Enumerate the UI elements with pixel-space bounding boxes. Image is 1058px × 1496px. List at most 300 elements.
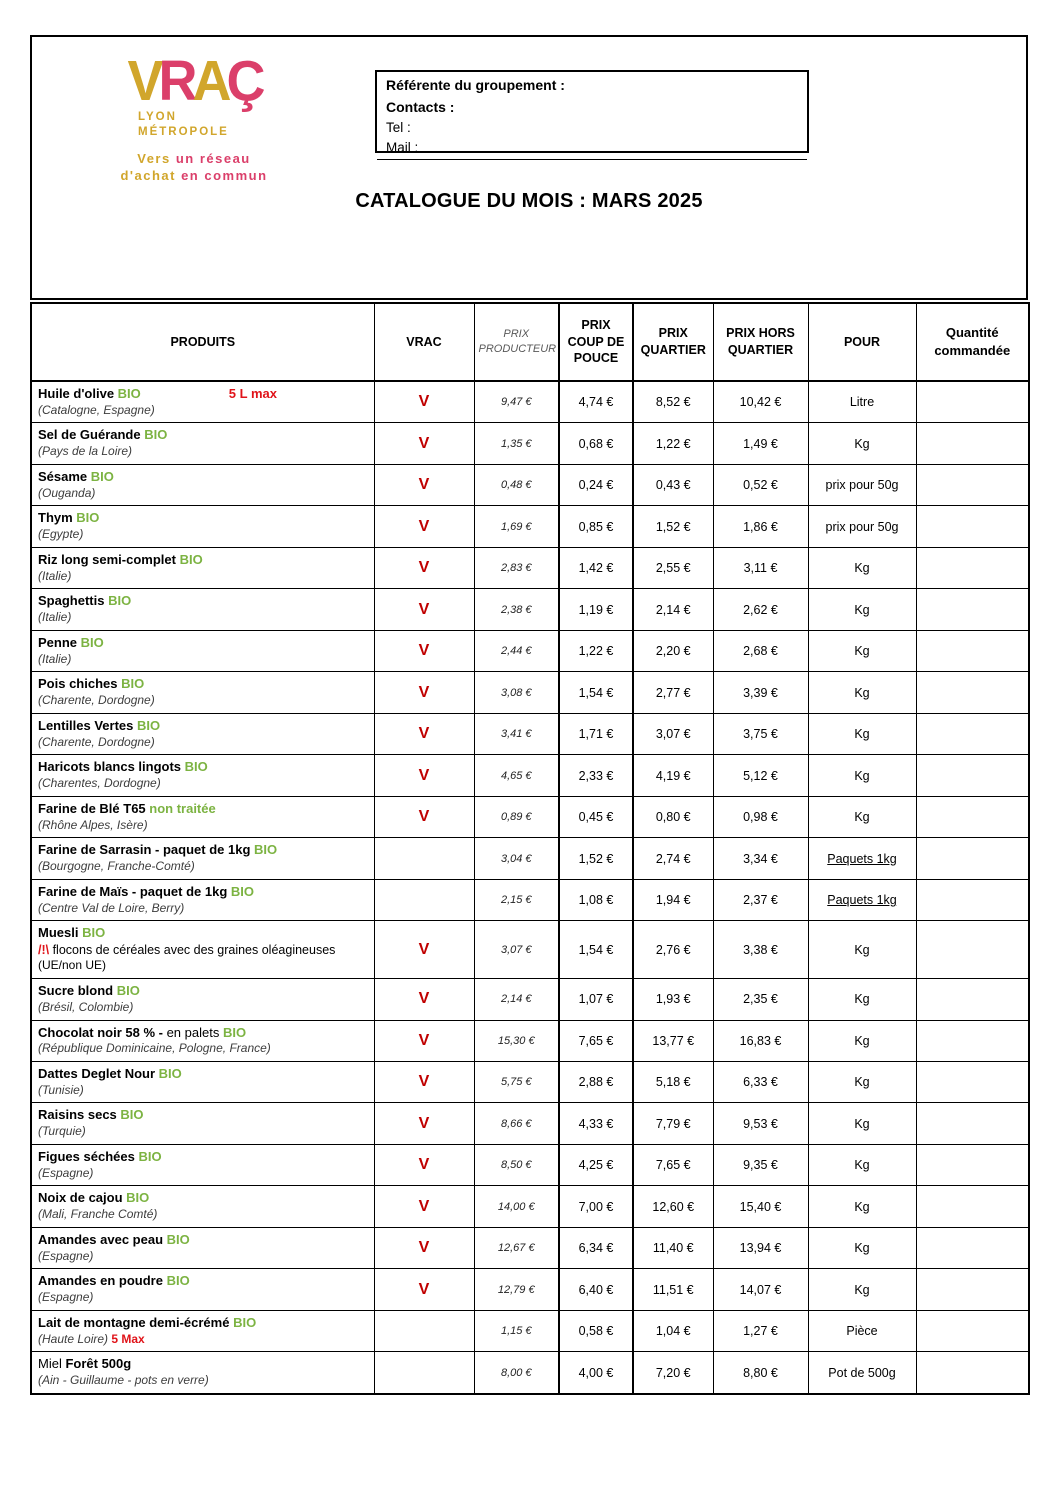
- vrac-check: [374, 1310, 474, 1351]
- quantity-input-cell[interactable]: [916, 1186, 1029, 1227]
- product-cell: [31, 381, 374, 423]
- price-hors-quartier: 8,80 €: [713, 1352, 808, 1394]
- quantity-input-cell[interactable]: [916, 1310, 1029, 1351]
- text-part: BIO: [166, 1231, 190, 1247]
- product-cell: [31, 589, 374, 630]
- vrac-check: V: [374, 921, 474, 979]
- product-cell: [31, 1020, 374, 1061]
- table-row: [31, 755, 1029, 796]
- product-origin: [38, 776, 372, 792]
- price-coup-de-pouce: 1,07 €: [559, 979, 633, 1020]
- unit: Kg: [808, 755, 916, 796]
- text-part: (Charente, Dordogne): [38, 734, 155, 749]
- unit: Kg: [808, 1227, 916, 1268]
- unit: Kg: [808, 630, 916, 671]
- text-part: Sel de Guérande: [38, 427, 145, 443]
- quantity-input-cell[interactable]: [916, 1062, 1029, 1103]
- product-cell: [31, 1310, 374, 1351]
- table-row: [31, 979, 1029, 1020]
- vrac-logo-word: [94, 49, 294, 113]
- quantity-input-cell[interactable]: [916, 506, 1029, 547]
- vrac-check: V: [374, 713, 474, 754]
- product-origin: [38, 1124, 372, 1140]
- price-quartier: 11,40 €: [633, 1227, 713, 1268]
- product-name: [38, 1107, 372, 1124]
- product-origin: [38, 901, 372, 917]
- price-quartier: 2,77 €: [633, 672, 713, 713]
- table-row: [31, 1062, 1029, 1103]
- product-name: [38, 469, 372, 486]
- table-row: [31, 1186, 1029, 1227]
- price-hors-quartier: 6,33 €: [713, 1062, 808, 1103]
- text-part: (Espagne): [38, 1165, 94, 1180]
- product-cell: [31, 755, 374, 796]
- price-quartier: 11,51 €: [633, 1269, 713, 1310]
- text-part: BIO: [184, 759, 208, 775]
- product-name: [38, 718, 372, 735]
- unit: Kg: [808, 979, 916, 1020]
- logo-region-line1: LYON: [138, 110, 177, 123]
- price-producteur: 15,30 €: [474, 1020, 559, 1061]
- price-producteur: 2,38 €: [474, 589, 559, 630]
- price-quartier: 1,93 €: [633, 979, 713, 1020]
- quantity-input-cell[interactable]: [916, 1103, 1029, 1144]
- product-cell: [31, 464, 374, 505]
- logo-letter: R: [158, 49, 193, 113]
- quantity-input-cell[interactable]: [916, 921, 1029, 979]
- price-quartier: 1,52 €: [633, 506, 713, 547]
- text-part: 5 L max: [228, 386, 277, 401]
- product-origin: [38, 444, 372, 460]
- product-name: [38, 427, 372, 444]
- text-part: /!\: [38, 943, 50, 958]
- quantity-input-cell[interactable]: [916, 630, 1029, 671]
- price-quartier: 0,43 €: [633, 464, 713, 505]
- product-name: [38, 1232, 372, 1249]
- price-quartier: 2,55 €: [633, 547, 713, 588]
- unit: Kg: [808, 1269, 916, 1310]
- quantity-input-cell[interactable]: [916, 796, 1029, 837]
- text-part: Noix de cajou: [38, 1190, 127, 1206]
- price-hors-quartier: 2,37 €: [713, 879, 808, 920]
- price-quartier: 12,60 €: [633, 1186, 713, 1227]
- unit: Kg: [808, 589, 916, 630]
- product-name: [38, 1025, 372, 1042]
- product-cell: [31, 979, 374, 1020]
- mail-label: Mail :: [377, 138, 807, 160]
- product-name: [38, 1149, 372, 1166]
- product-origin: [38, 1332, 372, 1348]
- vrac-check: V: [374, 1062, 474, 1103]
- price-coup-de-pouce: 7,00 €: [559, 1186, 633, 1227]
- price-quartier: 1,22 €: [633, 423, 713, 464]
- unit: Kg: [808, 1062, 916, 1103]
- text-part: (Catalogne, Espagne): [38, 402, 155, 417]
- header-section: [30, 35, 1028, 300]
- table-row: [31, 464, 1029, 505]
- text-part: BIO: [126, 1190, 150, 1206]
- product-cell: [31, 1103, 374, 1144]
- product-name: [38, 759, 372, 776]
- text-part: (Haute Loire): [38, 1331, 112, 1346]
- price-producteur: 9,47 €: [474, 381, 559, 423]
- price-coup-de-pouce: 2,33 €: [559, 755, 633, 796]
- price-quartier: 1,04 €: [633, 1310, 713, 1351]
- price-producteur: 1,15 €: [474, 1310, 559, 1351]
- product-name: [38, 925, 372, 942]
- text-part: (Espagne): [38, 1290, 94, 1305]
- vrac-check: V: [374, 796, 474, 837]
- price-coup-de-pouce: 1,08 €: [559, 879, 633, 920]
- text-part: BIO: [116, 983, 140, 999]
- text-part: Farine de Maïs - paquet de 1kg: [38, 883, 231, 899]
- price-coup-de-pouce: 7,65 €: [559, 1020, 633, 1061]
- vrac-check: V: [374, 464, 474, 505]
- table-row: [31, 796, 1029, 837]
- price-producteur: 12,67 €: [474, 1227, 559, 1268]
- text-part: BIO: [222, 1024, 247, 1040]
- price-coup-de-pouce: 0,58 €: [559, 1310, 633, 1351]
- text-part: flocons de céréales avec des graines oléagineuses: [49, 943, 336, 958]
- text-part: (Ain - Guillaume - pots en verre): [38, 1373, 209, 1388]
- price-quartier: 13,77 €: [633, 1020, 713, 1061]
- price-hors-quartier: 5,12 €: [713, 755, 808, 796]
- price-quartier: 4,19 €: [633, 755, 713, 796]
- unit: Paquets 1kg: [808, 879, 916, 920]
- text-part: (Pays de la Loire): [38, 444, 133, 459]
- unit: Litre: [808, 381, 916, 423]
- header-produits: PRODUITS: [31, 303, 374, 381]
- vrac-check: V: [374, 423, 474, 464]
- price-producteur: 2,15 €: [474, 879, 559, 920]
- price-quartier: 7,65 €: [633, 1144, 713, 1185]
- quantity-input-cell[interactable]: [916, 1144, 1029, 1185]
- text-part: BIO: [120, 1107, 144, 1123]
- product-origin: [38, 1166, 372, 1182]
- product-cell: [31, 796, 374, 837]
- product-origin: [38, 859, 372, 875]
- product-origin: [38, 652, 372, 668]
- price-hors-quartier: 16,83 €: [713, 1020, 808, 1061]
- unit: Kg: [808, 796, 916, 837]
- price-hors-quartier: 9,35 €: [713, 1144, 808, 1185]
- product-cell: [31, 630, 374, 671]
- product-origin: [38, 818, 372, 834]
- price-hors-quartier: 3,38 €: [713, 921, 808, 979]
- price-coup-de-pouce: 0,24 €: [559, 464, 633, 505]
- text-part: BIO: [230, 883, 255, 899]
- vrac-check: [374, 1352, 474, 1394]
- product-origin: [38, 735, 372, 751]
- logo-letter: A: [192, 49, 227, 113]
- table-row: [31, 1144, 1029, 1185]
- price-hors-quartier: 10,42 €: [713, 381, 808, 423]
- vrac-check: V: [374, 506, 474, 547]
- text-part: (Charentes, Dordogne): [38, 776, 161, 791]
- table-row: [31, 1352, 1029, 1394]
- vrac-check: V: [374, 979, 474, 1020]
- table-row: [31, 423, 1029, 464]
- price-producteur: 3,07 €: [474, 921, 559, 979]
- header-prix-hors-quartier: PRIX HORS QUARTIER: [713, 303, 808, 381]
- text-part: Muesli: [38, 925, 83, 941]
- product-cell: [31, 547, 374, 588]
- quantity-input-cell[interactable]: [916, 1020, 1029, 1061]
- unit: Kg: [808, 1144, 916, 1185]
- unit: Pièce: [808, 1310, 916, 1351]
- text-part: BIO: [166, 1273, 190, 1289]
- text-part: (Tunisie): [38, 1082, 84, 1097]
- product-cell: [31, 838, 374, 879]
- table-row: [31, 672, 1029, 713]
- page-title: CATALOGUE DU MOIS : MARS 2025: [355, 190, 703, 212]
- text-part: (Brésil, Colombie): [38, 999, 134, 1014]
- unit: Kg: [808, 547, 916, 588]
- product-origin: [38, 1083, 372, 1099]
- vrac-check: V: [374, 1020, 474, 1061]
- unit: Kg: [808, 1103, 916, 1144]
- quantity-input-cell[interactable]: [916, 879, 1029, 920]
- price-coup-de-pouce: 1,71 €: [559, 713, 633, 754]
- price-producteur: 5,75 €: [474, 1062, 559, 1103]
- contact-box: [375, 70, 809, 153]
- product-name: [38, 1190, 372, 1207]
- quantity-input-cell[interactable]: [916, 1352, 1029, 1394]
- product-cell: [31, 1269, 374, 1310]
- logo-letter: V: [127, 49, 159, 113]
- text-part: (Centre Val de Loire, Berry): [38, 900, 185, 915]
- price-coup-de-pouce: 4,25 €: [559, 1144, 633, 1185]
- text-part: BIO: [254, 842, 278, 858]
- text-part: (Mali, Franche Comté): [38, 1207, 158, 1222]
- price-hors-quartier: 1,27 €: [713, 1310, 808, 1351]
- price-producteur: 2,44 €: [474, 630, 559, 671]
- vrac-check: V: [374, 755, 474, 796]
- price-coup-de-pouce: 6,40 €: [559, 1269, 633, 1310]
- quantity-input-cell[interactable]: [916, 979, 1029, 1020]
- price-hors-quartier: 3,39 €: [713, 672, 808, 713]
- product-cell: [31, 1144, 374, 1185]
- price-hors-quartier: 0,52 €: [713, 464, 808, 505]
- price-producteur: 12,79 €: [474, 1269, 559, 1310]
- text-part: Dattes Deglet Nour: [38, 1066, 159, 1081]
- price-producteur: 0,48 €: [474, 464, 559, 505]
- unit: prix pour 50g: [808, 464, 916, 505]
- header-prix-producteur: PRIX PRODUCTEUR: [474, 303, 559, 381]
- quantity-input-cell[interactable]: [916, 713, 1029, 754]
- header-pour: POUR: [808, 303, 916, 381]
- quantity-input-cell[interactable]: [916, 381, 1029, 423]
- price-quartier: 8,52 €: [633, 381, 713, 423]
- header-vrac: VRAC: [374, 303, 474, 381]
- price-hors-quartier: 3,34 €: [713, 838, 808, 879]
- price-hors-quartier: 3,75 €: [713, 713, 808, 754]
- text-part: Figues séchées: [38, 1148, 139, 1164]
- table-body: [31, 381, 1029, 1394]
- text-part: BIO: [179, 551, 203, 567]
- quantity-input-cell[interactable]: [916, 547, 1029, 588]
- text-part: (République Dominicaine, Pologne, France): [38, 1041, 271, 1056]
- logo-letter: Ç: [226, 49, 261, 113]
- table-header-row: [31, 303, 1029, 381]
- price-coup-de-pouce: 0,85 €: [559, 506, 633, 547]
- quantity-input-cell[interactable]: [916, 1227, 1029, 1268]
- unit: Kg: [808, 1186, 916, 1227]
- text-part: BIO: [137, 717, 161, 733]
- unit: prix pour 50g: [808, 506, 916, 547]
- product-origin: [38, 693, 372, 709]
- price-producteur: 4,65 €: [474, 755, 559, 796]
- unit: Paquets 1kg: [808, 838, 916, 879]
- text-part: Amandes avec peau: [38, 1231, 167, 1247]
- text-part: en palets: [166, 1024, 223, 1040]
- product-cell: [31, 1062, 374, 1103]
- vrac-check: V: [374, 1144, 474, 1185]
- text-part: BIO: [138, 1148, 162, 1164]
- table-row: [31, 1020, 1029, 1061]
- text-part: Amandes en poudre: [38, 1273, 167, 1289]
- text-part: BIO: [80, 634, 104, 650]
- price-quartier: 3,07 €: [633, 713, 713, 754]
- unit: Kg: [808, 672, 916, 713]
- unit: Kg: [808, 423, 916, 464]
- vrac-check: V: [374, 1227, 474, 1268]
- logo-region-line2: MÉTROPOLE: [138, 125, 229, 138]
- quantity-input-cell[interactable]: [916, 464, 1029, 505]
- header-prix-quartier: PRIX QUARTIER: [633, 303, 713, 381]
- table-row: [31, 1103, 1029, 1144]
- quantity-input-cell[interactable]: [916, 589, 1029, 630]
- product-name: [38, 593, 372, 610]
- text-part: Sésame: [38, 468, 91, 484]
- text-part: Chocolat noir 58 % -: [38, 1024, 167, 1040]
- text-part: (UE/non UE): [38, 958, 107, 973]
- table-row: [31, 1310, 1029, 1351]
- text-part: Haricots blancs lingots: [38, 759, 185, 775]
- table-row: [31, 547, 1029, 588]
- price-hors-quartier: 3,11 €: [713, 547, 808, 588]
- price-hors-quartier: 13,94 €: [713, 1227, 808, 1268]
- text-part: Farine de Sarrasin - paquet de 1kg: [38, 842, 255, 858]
- price-hors-quartier: 15,40 €: [713, 1186, 808, 1227]
- unit: Pot de 500g: [808, 1352, 916, 1394]
- price-coup-de-pouce: 1,19 €: [559, 589, 633, 630]
- price-coup-de-pouce: 0,68 €: [559, 423, 633, 464]
- table-row: [31, 713, 1029, 754]
- product-origin: [38, 403, 372, 419]
- text-part: Sucre blond: [38, 983, 117, 999]
- price-quartier: 7,79 €: [633, 1103, 713, 1144]
- text-part: Pois chiches: [38, 676, 122, 692]
- text-part: (Turquie): [38, 1124, 86, 1139]
- text-part: non traitée: [149, 800, 216, 816]
- product-name: [38, 1066, 372, 1083]
- product-name: [38, 1273, 372, 1290]
- header-prix-coup-de-pouce: PRIX COUP DE POUCE: [559, 303, 633, 381]
- product-origin: [38, 1373, 372, 1389]
- product-origin: [38, 1290, 372, 1306]
- product-cell: [31, 1186, 374, 1227]
- text-part: Farine de Blé T65: [38, 800, 150, 816]
- table-row: [31, 1269, 1029, 1310]
- price-coup-de-pouce: 4,74 €: [559, 381, 633, 423]
- quantity-input-cell[interactable]: [916, 672, 1029, 713]
- product-name: [38, 635, 372, 652]
- vrac-check: V: [374, 672, 474, 713]
- price-coup-de-pouce: 4,00 €: [559, 1352, 633, 1394]
- product-origin: [38, 610, 372, 626]
- table-row: [31, 589, 1029, 630]
- quantity-input-cell[interactable]: [916, 1269, 1029, 1310]
- table-row: [31, 838, 1029, 879]
- price-quartier: 2,14 €: [633, 589, 713, 630]
- product-desc: [38, 942, 372, 958]
- quantity-input-cell[interactable]: [916, 755, 1029, 796]
- text-part: Lait de montagne demi-écrémé: [38, 1314, 234, 1330]
- contacts-label: Contacts :: [386, 98, 455, 115]
- price-producteur: 3,04 €: [474, 838, 559, 879]
- catalog-table: [30, 302, 1030, 1395]
- product-origin: [38, 569, 372, 585]
- header-quantite-commandee: Quantité commandée: [916, 303, 1029, 381]
- product-name: [38, 842, 372, 859]
- vrac-check: [374, 879, 474, 920]
- text-part: BIO: [233, 1314, 257, 1330]
- product-origin: [38, 1249, 372, 1265]
- text-part: BIO: [117, 386, 141, 401]
- price-producteur: 2,14 €: [474, 979, 559, 1020]
- product-cell: [31, 1352, 374, 1394]
- product-origin: [38, 1041, 372, 1057]
- product-cell: [31, 423, 374, 464]
- text-part: Miel: [38, 1356, 66, 1372]
- text-part: BIO: [158, 1066, 182, 1081]
- price-quartier: 1,94 €: [633, 879, 713, 920]
- text-part: (Italie): [38, 610, 72, 625]
- text-part: Raisins secs: [38, 1107, 121, 1123]
- price-hors-quartier: 1,49 €: [713, 423, 808, 464]
- price-hors-quartier: 9,53 €: [713, 1103, 808, 1144]
- text-part: (Egypte): [38, 527, 84, 542]
- vrac-check: V: [374, 381, 474, 423]
- text-part: Huile d'olive: [38, 386, 118, 401]
- vrac-check: V: [374, 1186, 474, 1227]
- price-quartier: 2,74 €: [633, 838, 713, 879]
- price-coup-de-pouce: 1,54 €: [559, 921, 633, 979]
- text-part: (Italie): [38, 651, 72, 666]
- price-hors-quartier: 2,35 €: [713, 979, 808, 1020]
- price-coup-de-pouce: 4,33 €: [559, 1103, 633, 1144]
- text-part: (Charente, Dordogne): [38, 693, 155, 708]
- price-coup-de-pouce: 0,45 €: [559, 796, 633, 837]
- product-name: [38, 386, 372, 403]
- vrac-check: V: [374, 1269, 474, 1310]
- text-part: Spaghettis: [38, 593, 109, 609]
- price-producteur: 8,66 €: [474, 1103, 559, 1144]
- price-producteur: 1,69 €: [474, 506, 559, 547]
- price-coup-de-pouce: 2,88 €: [559, 1062, 633, 1103]
- quantity-input-cell[interactable]: [916, 838, 1029, 879]
- price-producteur: 1,35 €: [474, 423, 559, 464]
- text-part: BIO: [144, 427, 168, 443]
- product-origin: [38, 1000, 372, 1016]
- product-name: [38, 1356, 372, 1373]
- text-part: Penne: [38, 634, 81, 650]
- text-part: (Italie): [38, 568, 72, 583]
- text-part: BIO: [82, 925, 106, 941]
- quantity-input-cell[interactable]: [916, 423, 1029, 464]
- vrac-check: V: [374, 589, 474, 630]
